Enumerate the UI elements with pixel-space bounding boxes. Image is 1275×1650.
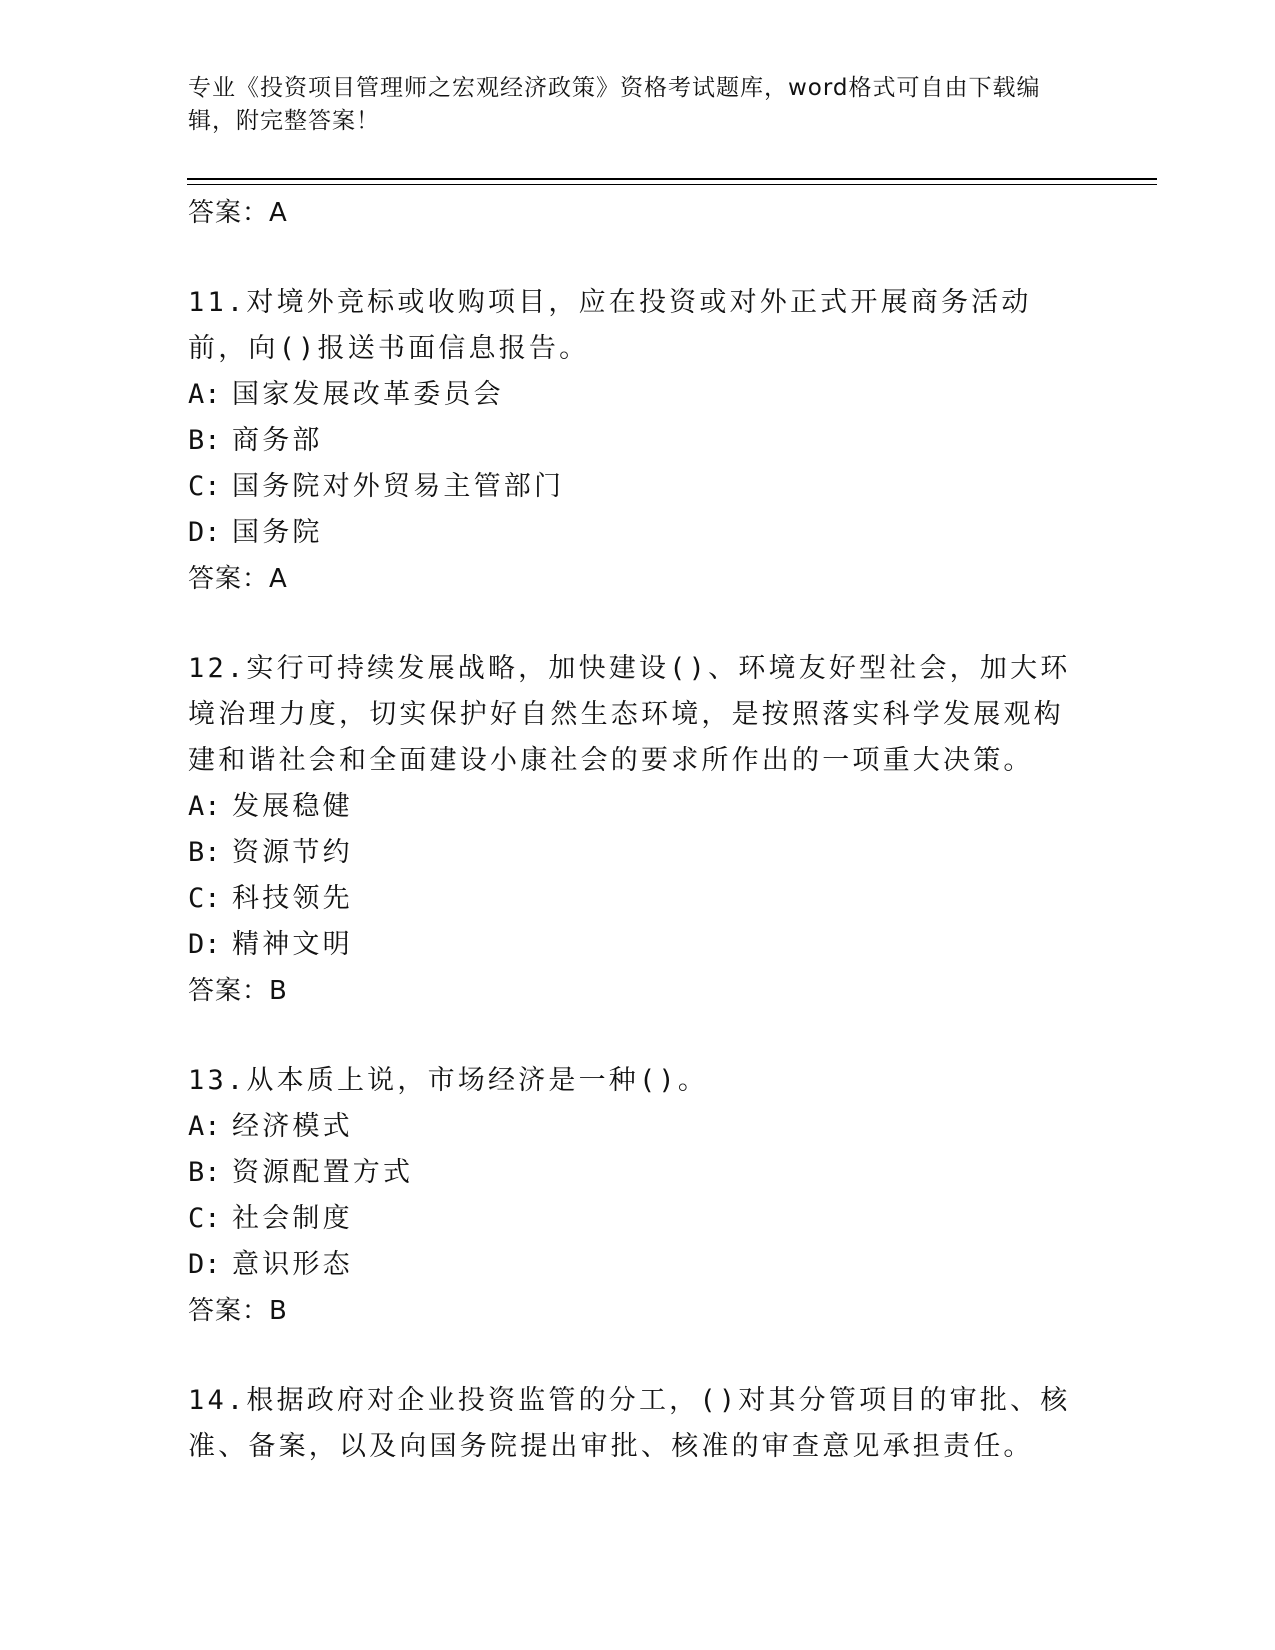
option-letter: C:	[188, 1203, 221, 1234]
option-letter: A:	[188, 379, 221, 410]
option-d	[188, 1242, 1088, 1288]
option-a	[188, 784, 1088, 830]
option-b	[188, 1150, 1088, 1196]
answer-label: 答案：A	[188, 564, 288, 594]
option-c	[188, 1196, 1088, 1242]
option-letter: B:	[188, 1157, 221, 1188]
document-body	[188, 190, 1088, 1470]
document-header	[188, 72, 1088, 138]
question-stem: 14.根据政府对企业投资监管的分工，()对其分管项目的审批、核准、备案，以及向国务院提出审批、核准的审查意见承担责任。	[188, 1385, 1071, 1462]
question-13	[188, 1058, 1088, 1334]
question-14	[188, 1378, 1088, 1470]
option-c	[188, 464, 1088, 510]
answer-label: 答案：B	[188, 1296, 288, 1326]
option-text: 科技领先	[232, 883, 353, 914]
option-b	[188, 418, 1088, 464]
question-stem: 11.对境外竞标或收购项目，应在投资或对外正式开展商务活动前，向()报送书面信息报告。	[188, 287, 1032, 364]
option-text: 国家发展改革委员会	[232, 379, 504, 410]
option-text: 商务部	[232, 425, 323, 456]
option-letter: A:	[188, 1111, 221, 1142]
option-text: 社会制度	[232, 1203, 353, 1234]
option-letter: D:	[188, 517, 221, 548]
option-letter: D:	[188, 1249, 221, 1280]
option-letter: D:	[188, 929, 221, 960]
option-text: 资源节约	[232, 837, 353, 868]
option-b	[188, 830, 1088, 876]
option-text: 经济模式	[232, 1111, 353, 1142]
option-text: 国务院对外贸易主管部门	[232, 471, 565, 502]
option-letter: B:	[188, 837, 221, 868]
option-c	[188, 876, 1088, 922]
question-12	[188, 646, 1088, 1014]
option-a	[188, 372, 1088, 418]
question-11	[188, 280, 1088, 602]
header-divider-thick	[187, 178, 1157, 180]
option-a	[188, 1104, 1088, 1150]
option-letter: A:	[188, 791, 221, 822]
question-stem: 12.实行可持续发展战略，加快建设()、环境友好型社会，加大环境治理力度，切实保护好自然生态环境，是按照落实科学发展观构建和谐社会和全面建设小康社会的要求所作出的一项重大决策。	[188, 653, 1071, 776]
header-line-2: 辑，附完整答案！	[188, 108, 380, 134]
option-text: 意识形态	[232, 1249, 353, 1280]
option-text: 国务院	[232, 517, 323, 548]
option-d	[188, 922, 1088, 968]
header-divider-thin	[187, 184, 1157, 185]
option-text: 精神文明	[232, 929, 353, 960]
answer-label: 答案：A	[188, 198, 288, 228]
header-line-1: 专业《投资项目管理师之宏观经济政策》资格考试题库，word格式可自由下载编	[188, 75, 1041, 101]
question-stem: 13.从本质上说，市场经济是一种()。	[188, 1065, 709, 1096]
option-letter: B:	[188, 425, 221, 456]
option-letter: C:	[188, 883, 221, 914]
option-letter: C:	[188, 471, 221, 502]
option-text: 发展稳健	[232, 791, 353, 822]
option-d	[188, 510, 1088, 556]
option-text: 资源配置方式	[232, 1157, 414, 1188]
answer-label: 答案：B	[188, 976, 288, 1006]
